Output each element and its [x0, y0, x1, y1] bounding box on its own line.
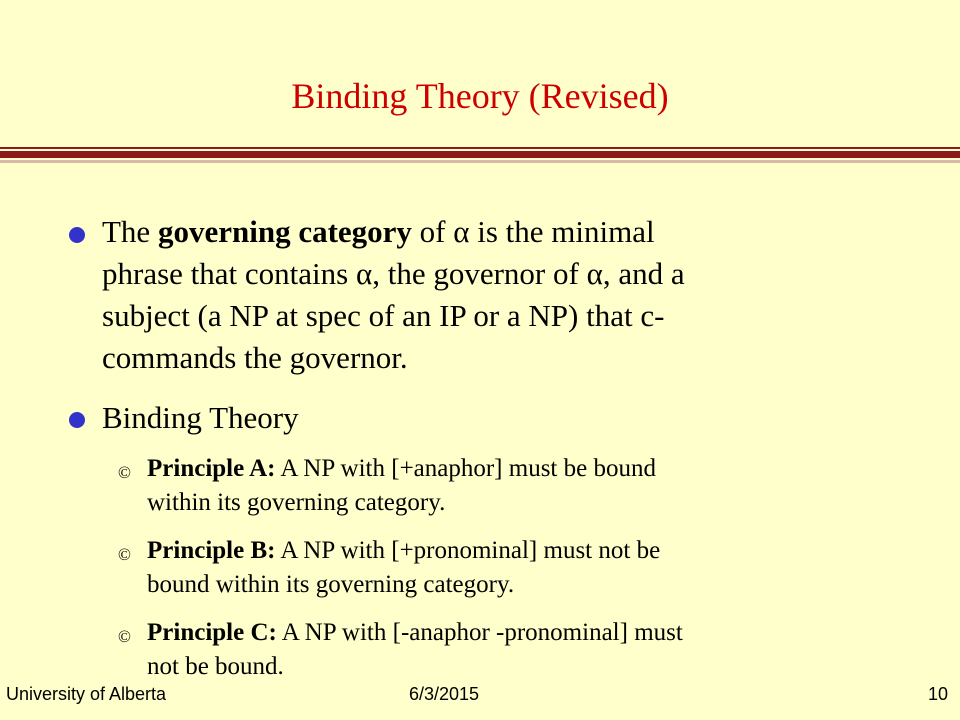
footer-date: 6/3/2015	[409, 684, 480, 704]
bullet1-line3: subject (a NP at spec of an IP or a NP) that c-	[102, 298, 665, 333]
bullet1-line4: commands the governor.	[102, 340, 408, 375]
bullet-dot-2	[69, 412, 85, 428]
footer-page-number: 10	[927, 684, 948, 704]
alpha-symbol: α	[355, 256, 373, 291]
bullet1-line2: phrase that contains α, the governor of α, and a	[102, 256, 685, 291]
principle-a: Principle A: A NP with [+anaphor] must be bound within its governing category.	[147, 455, 656, 516]
alpha-symbol: α	[453, 214, 470, 249]
principle-c-label: Principle C:	[147, 619, 277, 646]
principle-b-label: Principle B:	[147, 537, 276, 564]
sub-bullet-glyph-b: ©	[118, 545, 131, 564]
bullet-dot-1	[69, 227, 85, 243]
alpha-symbol: α	[586, 256, 603, 291]
footer-organization: University of Alberta	[6, 684, 167, 704]
principle-a-label: Principle A:	[147, 455, 276, 482]
bullet-binding-theory: Binding Theory	[102, 400, 299, 435]
bullet1-line1: The governing category of α is the minimal	[102, 214, 655, 249]
bullet-governing-category	[102, 211, 822, 379]
principle-c: Principle C: A NP with [-anaphor -pronominal] must not be bound.	[147, 619, 683, 680]
principle-b: Principle B: A NP with [+pronominal] must not be bound within its governing category.	[147, 537, 661, 598]
slide-title: Binding Theory (Revised)	[291, 76, 669, 116]
sub-bullet-glyph-c: ©	[118, 627, 131, 646]
sub-bullet-glyph-a: ©	[118, 463, 131, 482]
